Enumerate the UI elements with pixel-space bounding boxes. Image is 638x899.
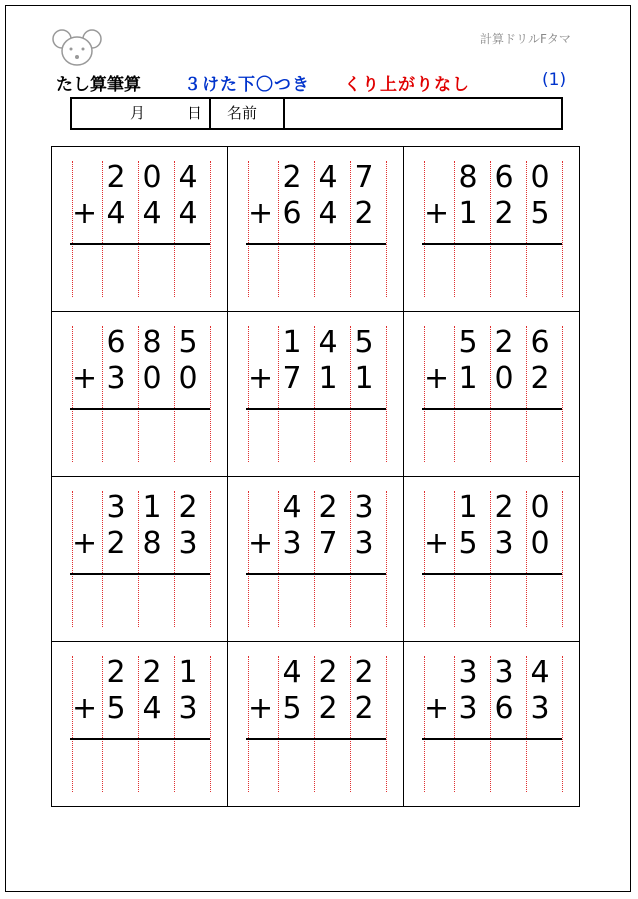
column-guide-line xyxy=(386,326,387,462)
problem-cell xyxy=(228,642,404,807)
augend-digit: 5 xyxy=(106,691,126,726)
addition-problem xyxy=(404,642,580,807)
augend-digit: 8 xyxy=(142,526,162,561)
name-box-divider xyxy=(209,99,211,128)
addition-problem xyxy=(228,477,404,642)
augend-digit: 1 xyxy=(458,361,478,396)
addend-digit: 7 xyxy=(354,160,374,195)
column-guide-line xyxy=(210,491,211,627)
addend-digit: 2 xyxy=(318,655,338,690)
column-guide-line xyxy=(386,161,387,297)
augend-digit: 4 xyxy=(318,196,338,231)
column-guide-line xyxy=(210,326,211,462)
augend-digit: 1 xyxy=(318,361,338,396)
plus-sign: + xyxy=(248,526,274,561)
augend-digit: 4 xyxy=(142,196,162,231)
addend-digit: 6 xyxy=(494,160,514,195)
addend-digit: 2 xyxy=(354,655,374,690)
answer-line xyxy=(246,243,386,245)
answer-line xyxy=(246,408,386,410)
augend-digit: 0 xyxy=(178,361,198,396)
addend-digit: 2 xyxy=(494,490,514,525)
addend-digit: 5 xyxy=(458,325,478,360)
augend-digit: 0 xyxy=(494,361,514,396)
problem-cell xyxy=(404,477,580,642)
addend-digit: 4 xyxy=(318,325,338,360)
augend-digit: 2 xyxy=(318,691,338,726)
addend-digit: 1 xyxy=(282,325,302,360)
augend-digit: 2 xyxy=(530,361,550,396)
addend-digit: 2 xyxy=(106,655,126,690)
brand-label: 計算ドリルFタマ xyxy=(480,32,571,46)
addend-digit: 3 xyxy=(106,490,126,525)
addition-problem xyxy=(52,477,228,642)
augend-digit: 2 xyxy=(354,196,374,231)
addition-problem xyxy=(52,312,228,477)
augend-digit: 6 xyxy=(282,196,302,231)
addend-digit: 8 xyxy=(458,160,478,195)
addend-digit: 4 xyxy=(282,490,302,525)
problem-cell xyxy=(228,312,404,477)
augend-digit: 5 xyxy=(282,691,302,726)
addend-digit: 2 xyxy=(178,490,198,525)
problem-row xyxy=(52,147,580,312)
augend-digit: 4 xyxy=(142,691,162,726)
plus-sign: + xyxy=(248,691,274,726)
addend-digit: 2 xyxy=(318,490,338,525)
name-label: 名前 xyxy=(227,104,258,122)
answer-line xyxy=(70,243,210,245)
problem-row xyxy=(52,477,580,642)
addend-digit: 5 xyxy=(178,325,198,360)
problem-cell xyxy=(228,477,404,642)
problem-row xyxy=(52,642,580,807)
addition-problem xyxy=(404,147,580,312)
addend-digit: 3 xyxy=(458,655,478,690)
problem-cell xyxy=(52,642,228,807)
problem-cell xyxy=(228,147,404,312)
column-guide-line xyxy=(562,326,563,462)
augend-digit: 3 xyxy=(178,691,198,726)
problem-cell xyxy=(404,642,580,807)
augend-digit: 4 xyxy=(106,196,126,231)
answer-line xyxy=(70,573,210,575)
addend-digit: 4 xyxy=(178,160,198,195)
title-main: たし算筆算 xyxy=(56,75,141,95)
augend-digit: 5 xyxy=(530,196,550,231)
augend-digit: 3 xyxy=(282,526,302,561)
plus-sign: + xyxy=(424,691,450,726)
problem-cell xyxy=(52,477,228,642)
addend-digit: 6 xyxy=(530,325,550,360)
addition-problem xyxy=(52,642,228,807)
addend-digit: 1 xyxy=(178,655,198,690)
addend-digit: 2 xyxy=(282,160,302,195)
augend-digit: 3 xyxy=(458,691,478,726)
addend-digit: 5 xyxy=(354,325,374,360)
name-date-box xyxy=(70,97,563,130)
augend-digit: 1 xyxy=(458,196,478,231)
addend-digit: 4 xyxy=(318,160,338,195)
addend-digit: 2 xyxy=(494,325,514,360)
addend-digit: 4 xyxy=(282,655,302,690)
augend-digit: 3 xyxy=(494,526,514,561)
worksheet-title xyxy=(56,70,586,95)
addend-digit: 3 xyxy=(354,490,374,525)
column-guide-line xyxy=(562,656,563,792)
problem-grid xyxy=(51,146,580,807)
addend-digit: 2 xyxy=(142,655,162,690)
problem-cell xyxy=(404,147,580,312)
plus-sign: + xyxy=(72,691,98,726)
column-guide-line xyxy=(562,161,563,297)
answer-line xyxy=(422,573,562,575)
column-guide-line xyxy=(386,491,387,627)
augend-digit: 5 xyxy=(458,526,478,561)
problem-cell xyxy=(52,147,228,312)
addition-problem xyxy=(52,147,228,312)
plus-sign: + xyxy=(424,526,450,561)
plus-sign: + xyxy=(72,361,98,396)
addend-digit: 1 xyxy=(458,490,478,525)
plus-sign: + xyxy=(72,526,98,561)
answer-line xyxy=(422,738,562,740)
plus-sign: + xyxy=(248,196,274,231)
augend-digit: 6 xyxy=(494,691,514,726)
augend-digit: 3 xyxy=(178,526,198,561)
sheet-number: (1) xyxy=(542,70,567,90)
addition-problem xyxy=(228,642,404,807)
answer-line xyxy=(246,573,386,575)
augend-digit: 3 xyxy=(530,691,550,726)
augend-digit: 2 xyxy=(494,196,514,231)
day-label: 日 xyxy=(187,104,203,122)
addition-problem xyxy=(404,477,580,642)
column-guide-line xyxy=(210,656,211,792)
name-box-divider xyxy=(283,99,285,128)
addend-digit: 3 xyxy=(494,655,514,690)
addend-digit: 8 xyxy=(142,325,162,360)
plus-sign: + xyxy=(72,196,98,231)
addend-digit: 0 xyxy=(530,160,550,195)
title-subtitle: ３けた下〇つき xyxy=(184,75,310,95)
answer-line xyxy=(422,243,562,245)
addition-problem xyxy=(228,147,404,312)
month-label: 月 xyxy=(130,104,146,122)
column-guide-line xyxy=(562,491,563,627)
addend-digit: 1 xyxy=(142,490,162,525)
problem-cell xyxy=(404,312,580,477)
augend-digit: 0 xyxy=(142,361,162,396)
answer-line xyxy=(70,408,210,410)
title-note: くり上がりなし xyxy=(344,75,470,95)
augend-digit: 2 xyxy=(106,526,126,561)
column-guide-line xyxy=(210,161,211,297)
plus-sign: + xyxy=(248,361,274,396)
augend-digit: 2 xyxy=(354,691,374,726)
augend-digit: 7 xyxy=(282,361,302,396)
augend-digit: 4 xyxy=(178,196,198,231)
addend-digit: 0 xyxy=(142,160,162,195)
augend-digit: 7 xyxy=(318,526,338,561)
augend-digit: 3 xyxy=(106,361,126,396)
addend-digit: 4 xyxy=(530,655,550,690)
addition-problem xyxy=(404,312,580,477)
addition-problem xyxy=(228,312,404,477)
plus-sign: + xyxy=(424,196,450,231)
augend-digit: 1 xyxy=(354,361,374,396)
augend-digit: 0 xyxy=(530,526,550,561)
column-guide-line xyxy=(386,656,387,792)
addend-digit: 0 xyxy=(530,490,550,525)
augend-digit: 3 xyxy=(354,526,374,561)
problem-row xyxy=(52,312,580,477)
answer-line xyxy=(422,408,562,410)
problem-cell xyxy=(52,312,228,477)
mouse-logo-icon xyxy=(52,27,102,67)
addend-digit: 6 xyxy=(106,325,126,360)
answer-line xyxy=(246,738,386,740)
plus-sign: + xyxy=(424,361,450,396)
answer-line xyxy=(70,738,210,740)
addend-digit: 2 xyxy=(106,160,126,195)
